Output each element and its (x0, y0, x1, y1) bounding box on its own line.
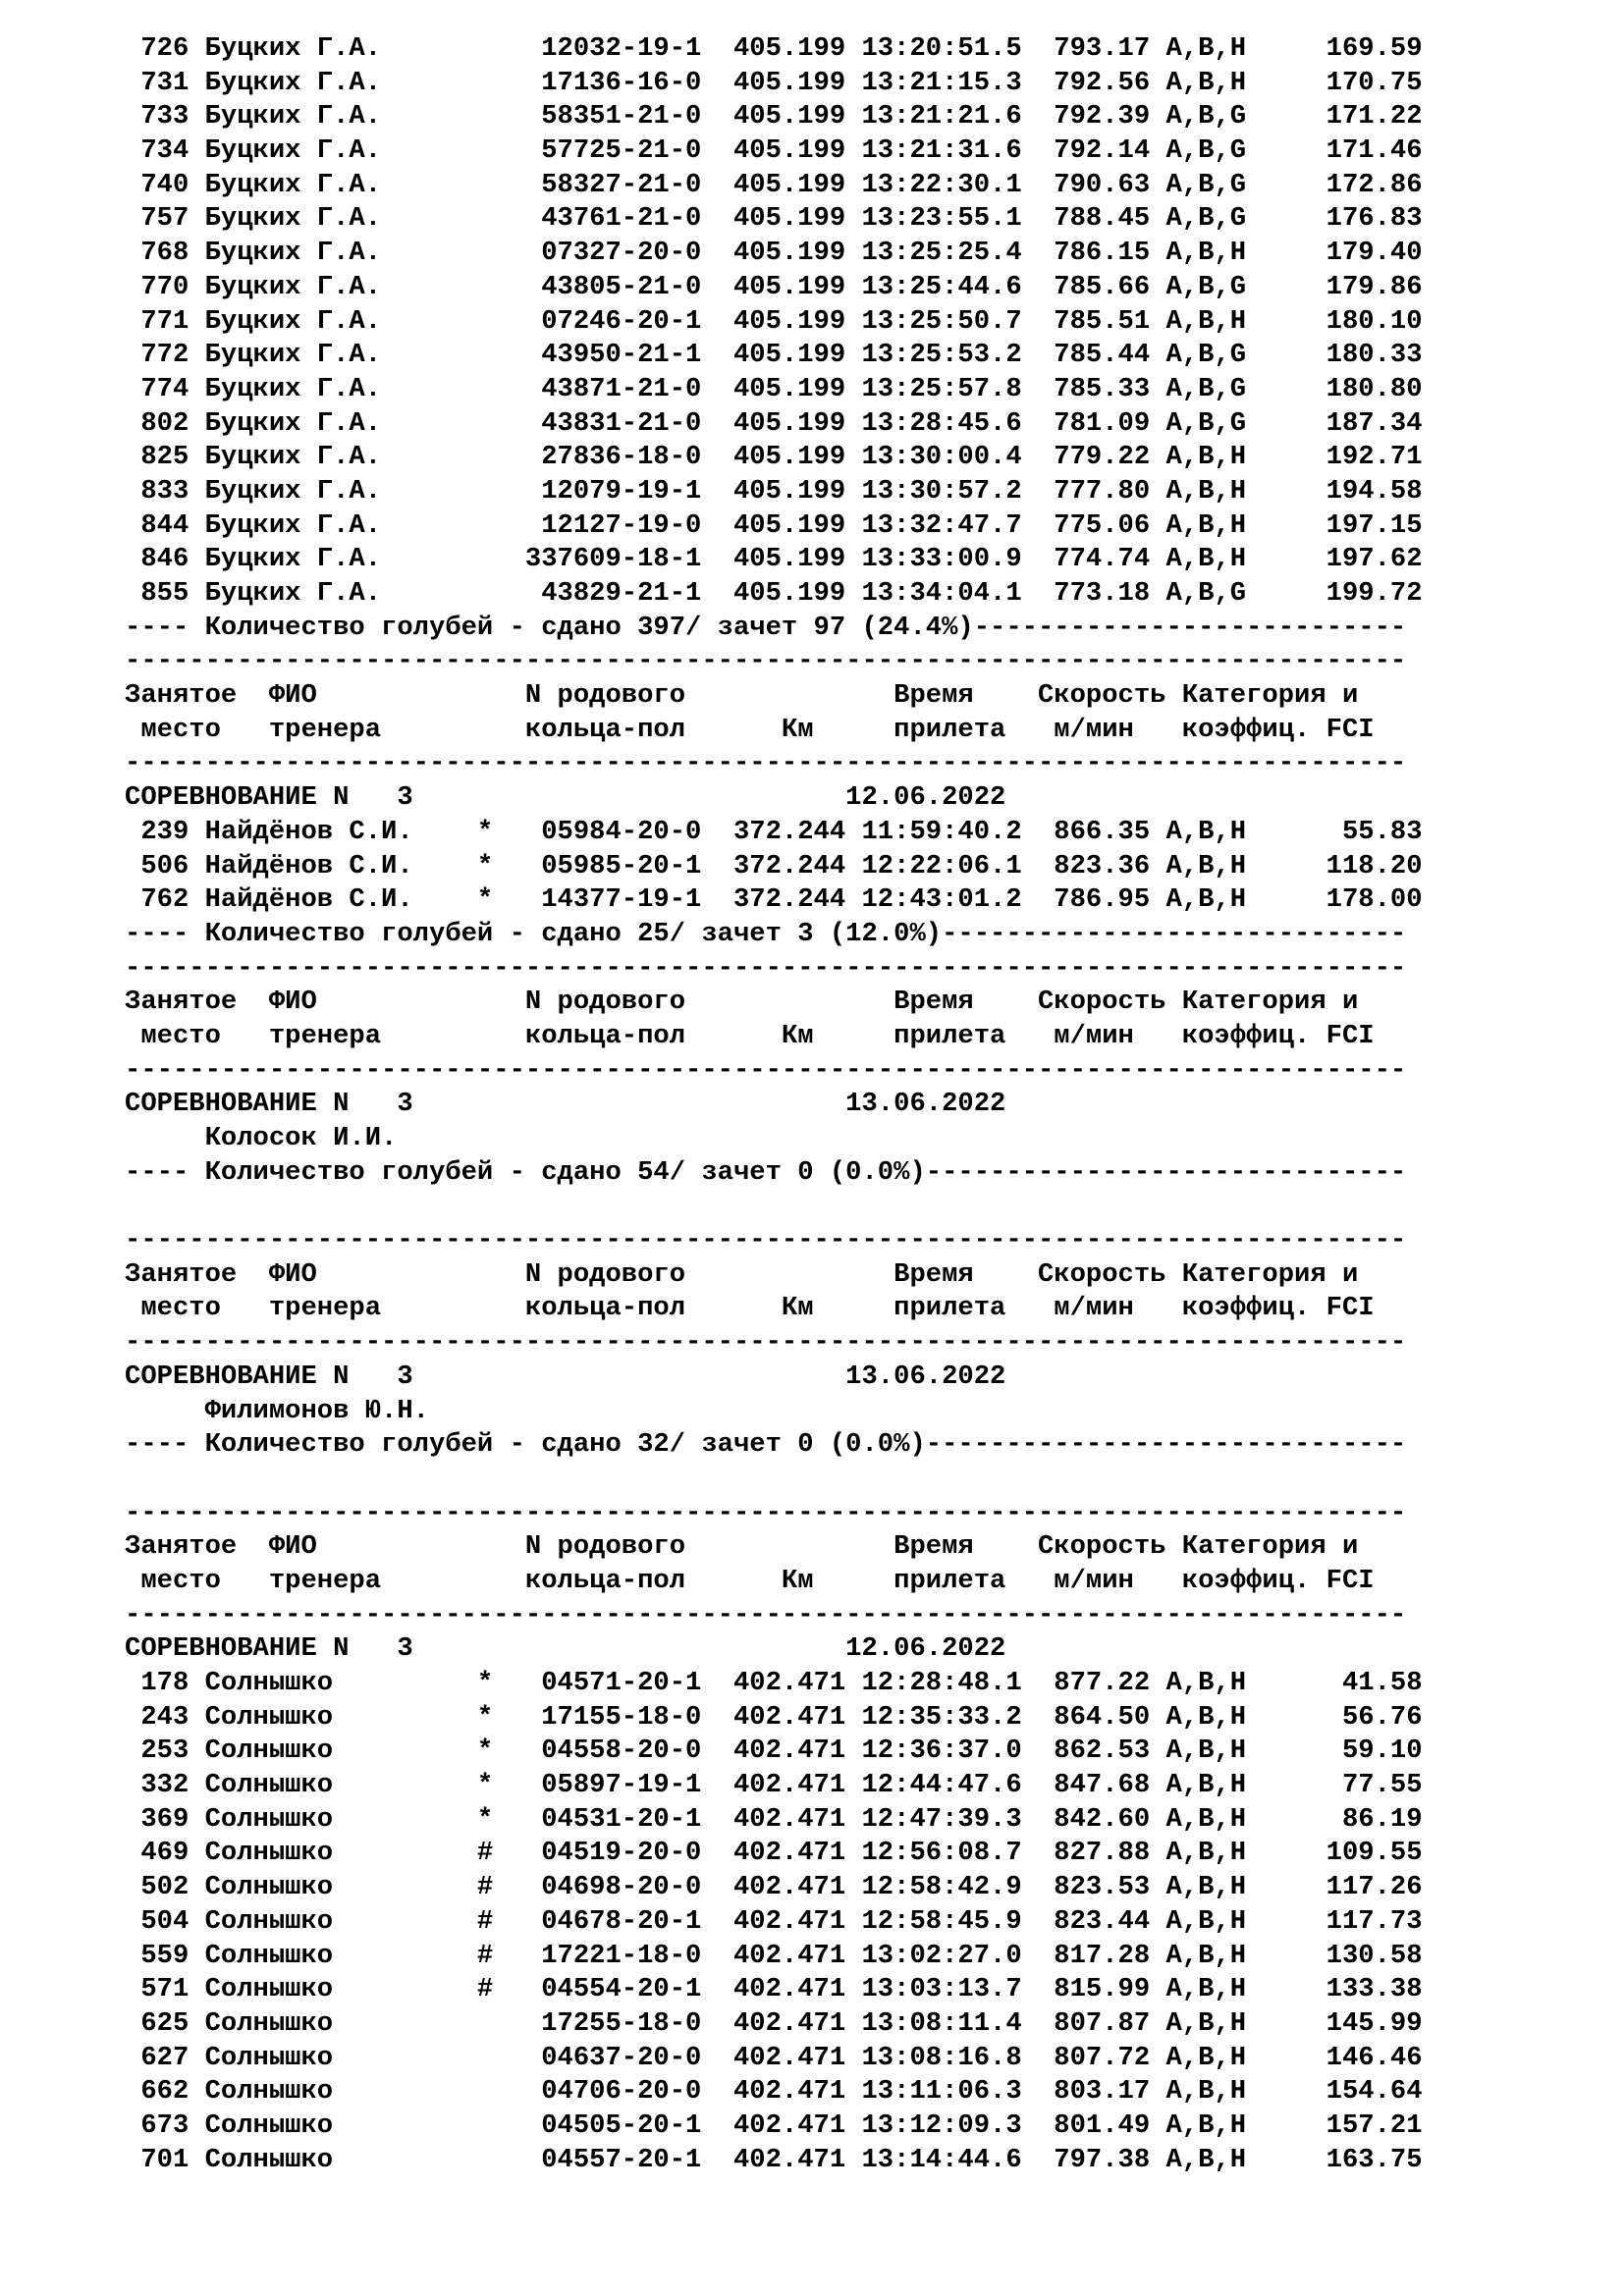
report-line: Колосок И.И. (125, 1123, 398, 1153)
report-line: 369 Солнышко * 04531-20-1 402.471 12:47:39.3 842.60 A,B,H 86.19 (125, 1803, 1423, 1835)
report-line: 733 Буцких Г.А. 58351-21-0 405.199 13:21:21.6 792.39 A,B,G 171.22 (125, 101, 1423, 133)
report-line: 504 Солнышко # 04678-20-1 402.471 12:58:45.9 823.44 A,B,H 117.73 (125, 1905, 1423, 1937)
report-line: СОРЕВНОВАНИЕ N 3 13.06.2022 (125, 1089, 1006, 1120)
report-line: 178 Солнышко * 04571-20-1 402.471 12:28:48.1 877.22 A,B,H 41.58 (125, 1668, 1423, 1698)
results-printout (125, 32, 1423, 2177)
report-line: -------------------------------------------------------------------------------- (125, 646, 1407, 677)
report-line: место тренера кольца-пол Км прилета м/мин коэффиц. FCI (125, 714, 1375, 745)
report-line: 571 Солнышко # 04554-20-1 402.471 13:03:13.7 815.99 A,B,H 133.38 (125, 1974, 1423, 2005)
report-line: -------------------------------------------------------------------------------- (125, 1599, 1407, 1630)
report-line: 239 Найдёнов С.И. * 05984-20-0 372.244 11:59:40.2 866.35 A,B,H 55.83 (125, 816, 1423, 847)
report-line: Занятое ФИО N родового Время Скорость Категория и (125, 680, 1359, 712)
report-line: 734 Буцких Г.А. 57725-21-0 405.199 13:21:31.6 792.14 A,B,G 171.46 (125, 135, 1423, 167)
report-line: 559 Солнышко # 17221-18-0 402.471 13:02:27.0 817.28 A,B,H 130.58 (125, 1940, 1423, 1971)
report-line: место тренера кольца-пол Км прилета м/мин коэффиц. FCI (125, 1565, 1375, 1596)
report-line: 625 Солнышко 17255-18-0 402.471 13:08:11.4 807.87 A,B,H 145.99 (125, 2007, 1423, 2039)
report-line: 673 Солнышко 04505-20-1 402.471 13:12:09.3 801.49 A,B,H 157.21 (125, 2109, 1423, 2141)
report-line: 762 Найдёнов С.И. * 14377-19-1 372.244 12:43:01.2 786.95 A,B,H 178.00 (125, 884, 1423, 916)
report-line: Занятое ФИО N родового Время Скорость Категория и (125, 1258, 1359, 1290)
report-line: 502 Солнышко # 04698-20-0 402.471 12:58:42.9 823.53 A,B,H 117.26 (125, 1872, 1423, 1903)
report-line: 802 Буцких Г.А. 43831-21-0 405.199 13:28:45.6 781.09 A,B,G 187.34 (125, 407, 1423, 439)
report-line: 772 Буцких Г.А. 43950-21-1 405.199 13:25:53.2 785.44 A,B,G 180.33 (125, 340, 1423, 371)
report-line: 731 Буцких Г.А. 17136-16-0 405.199 13:21:15.3 792.56 A,B,H 170.75 (125, 67, 1423, 98)
report-line: ---- Количество голубей - сдано 25/ зачет 3 (12.0%)----------------------------- (125, 918, 1407, 949)
report-line: ---- Количество голубей - сдано 54/ зачет 0 (0.0%)------------------------------ (125, 1156, 1407, 1188)
report-line: 740 Буцких Г.А. 58327-21-0 405.199 13:22:30.1 790.63 A,B,G 172.86 (125, 169, 1423, 200)
report-line: 757 Буцких Г.А. 43761-21-0 405.199 13:23:55.1 788.45 A,B,G 176.83 (125, 203, 1423, 235)
report-line: 855 Буцких Г.А. 43829-21-1 405.199 13:34:04.1 773.18 A,B,G 199.72 (125, 578, 1423, 609)
report-line: -------------------------------------------------------------------------------- (125, 1327, 1407, 1359)
report-line: Занятое ФИО N родового Время Скорость Категория и (125, 987, 1359, 1018)
report-line: 701 Солнышко 04557-20-1 402.471 13:14:44.6 797.38 A,B,H 163.75 (125, 2144, 1423, 2175)
report-line: 332 Солнышко * 05897-19-1 402.471 12:44:47.6 847.68 A,B,H 77.55 (125, 1770, 1423, 1801)
report-line: СОРЕВНОВАНИЕ N 3 12.06.2022 (125, 782, 1006, 814)
report-line: место тренера кольца-пол Км прилета м/мин коэффиц. FCI (125, 1293, 1375, 1324)
report-line: -------------------------------------------------------------------------------- (125, 748, 1407, 779)
report-line: 627 Солнышко 04637-20-0 402.471 13:08:16.8 807.72 A,B,H 146.46 (125, 2042, 1423, 2073)
report-line: 253 Солнышко * 04558-20-0 402.471 12:36:37.0 862.53 A,B,H 59.10 (125, 1735, 1423, 1767)
report-line: 844 Буцких Г.А. 12127-19-0 405.199 13:32:47.7 775.06 A,B,H 197.15 (125, 509, 1423, 541)
report-line: 506 Найдёнов С.И. * 05985-20-1 372.244 12:22:06.1 823.36 A,B,H 118.20 (125, 850, 1423, 881)
report-line: 469 Солнышко # 04519-20-0 402.471 12:56:08.7 827.88 A,B,H 109.55 (125, 1838, 1423, 1869)
report-line (125, 1463, 1423, 1497)
report-line: 768 Буцких Г.А. 07327-20-0 405.199 13:25:25.4 786.15 A,B,H 179.40 (125, 238, 1423, 269)
report-line: 774 Буцких Г.А. 43871-21-0 405.199 13:25:57.8 785.33 A,B,G 180.80 (125, 373, 1423, 404)
report-line: 771 Буцких Г.А. 07246-20-1 405.199 13:25:50.7 785.51 A,B,H 180.10 (125, 305, 1423, 337)
report-line: ---- Количество голубей - сдано 397/ зачет 97 (24.4%)--------------------------- (125, 612, 1407, 643)
report-line: -------------------------------------------------------------------------------- (125, 952, 1407, 984)
report-line: 726 Буцких Г.А. 12032-19-1 405.199 13:20:51.5 793.17 A,B,H 169.59 (125, 33, 1423, 64)
report-line: 846 Буцких Г.А. 337609-18-1 405.199 13:33:00.9 774.74 A,B,H 197.62 (125, 544, 1423, 575)
report-line: -------------------------------------------------------------------------------- (125, 1054, 1407, 1086)
report-line: 833 Буцких Г.А. 12079-19-1 405.199 13:30:57.2 777.80 A,B,H 194.58 (125, 475, 1423, 507)
report-line: 662 Солнышко 04706-20-0 402.471 13:11:06.3 803.17 A,B,H 154.64 (125, 2076, 1423, 2108)
report-line: 825 Буцких Г.А. 27836-18-0 405.199 13:30:00.4 779.22 A,B,H 192.71 (125, 442, 1423, 473)
report-line (125, 1190, 1423, 1224)
report-line: -------------------------------------------------------------------------------- (125, 1497, 1407, 1528)
report-line: СОРЕВНОВАНИЕ N 3 12.06.2022 (125, 1633, 1006, 1665)
report-line: Занятое ФИО N родового Время Скорость Категория и (125, 1531, 1359, 1563)
report-line: Филимонов Ю.Н. (125, 1395, 429, 1426)
report-line: СОРЕВНОВАНИЕ N 3 13.06.2022 (125, 1361, 1006, 1392)
report-line: 770 Буцких Г.А. 43805-21-0 405.199 13:25:44.6 785.66 A,B,G 179.86 (125, 271, 1423, 302)
report-line: -------------------------------------------------------------------------------- (125, 1225, 1407, 1256)
report-line: место тренера кольца-пол Км прилета м/мин коэффиц. FCI (125, 1020, 1375, 1051)
report-line: 243 Солнышко * 17155-18-0 402.471 12:35:33.2 864.50 A,B,H 56.76 (125, 1701, 1423, 1733)
report-line: ---- Количество голубей - сдано 32/ зачет 0 (0.0%)------------------------------ (125, 1429, 1407, 1461)
